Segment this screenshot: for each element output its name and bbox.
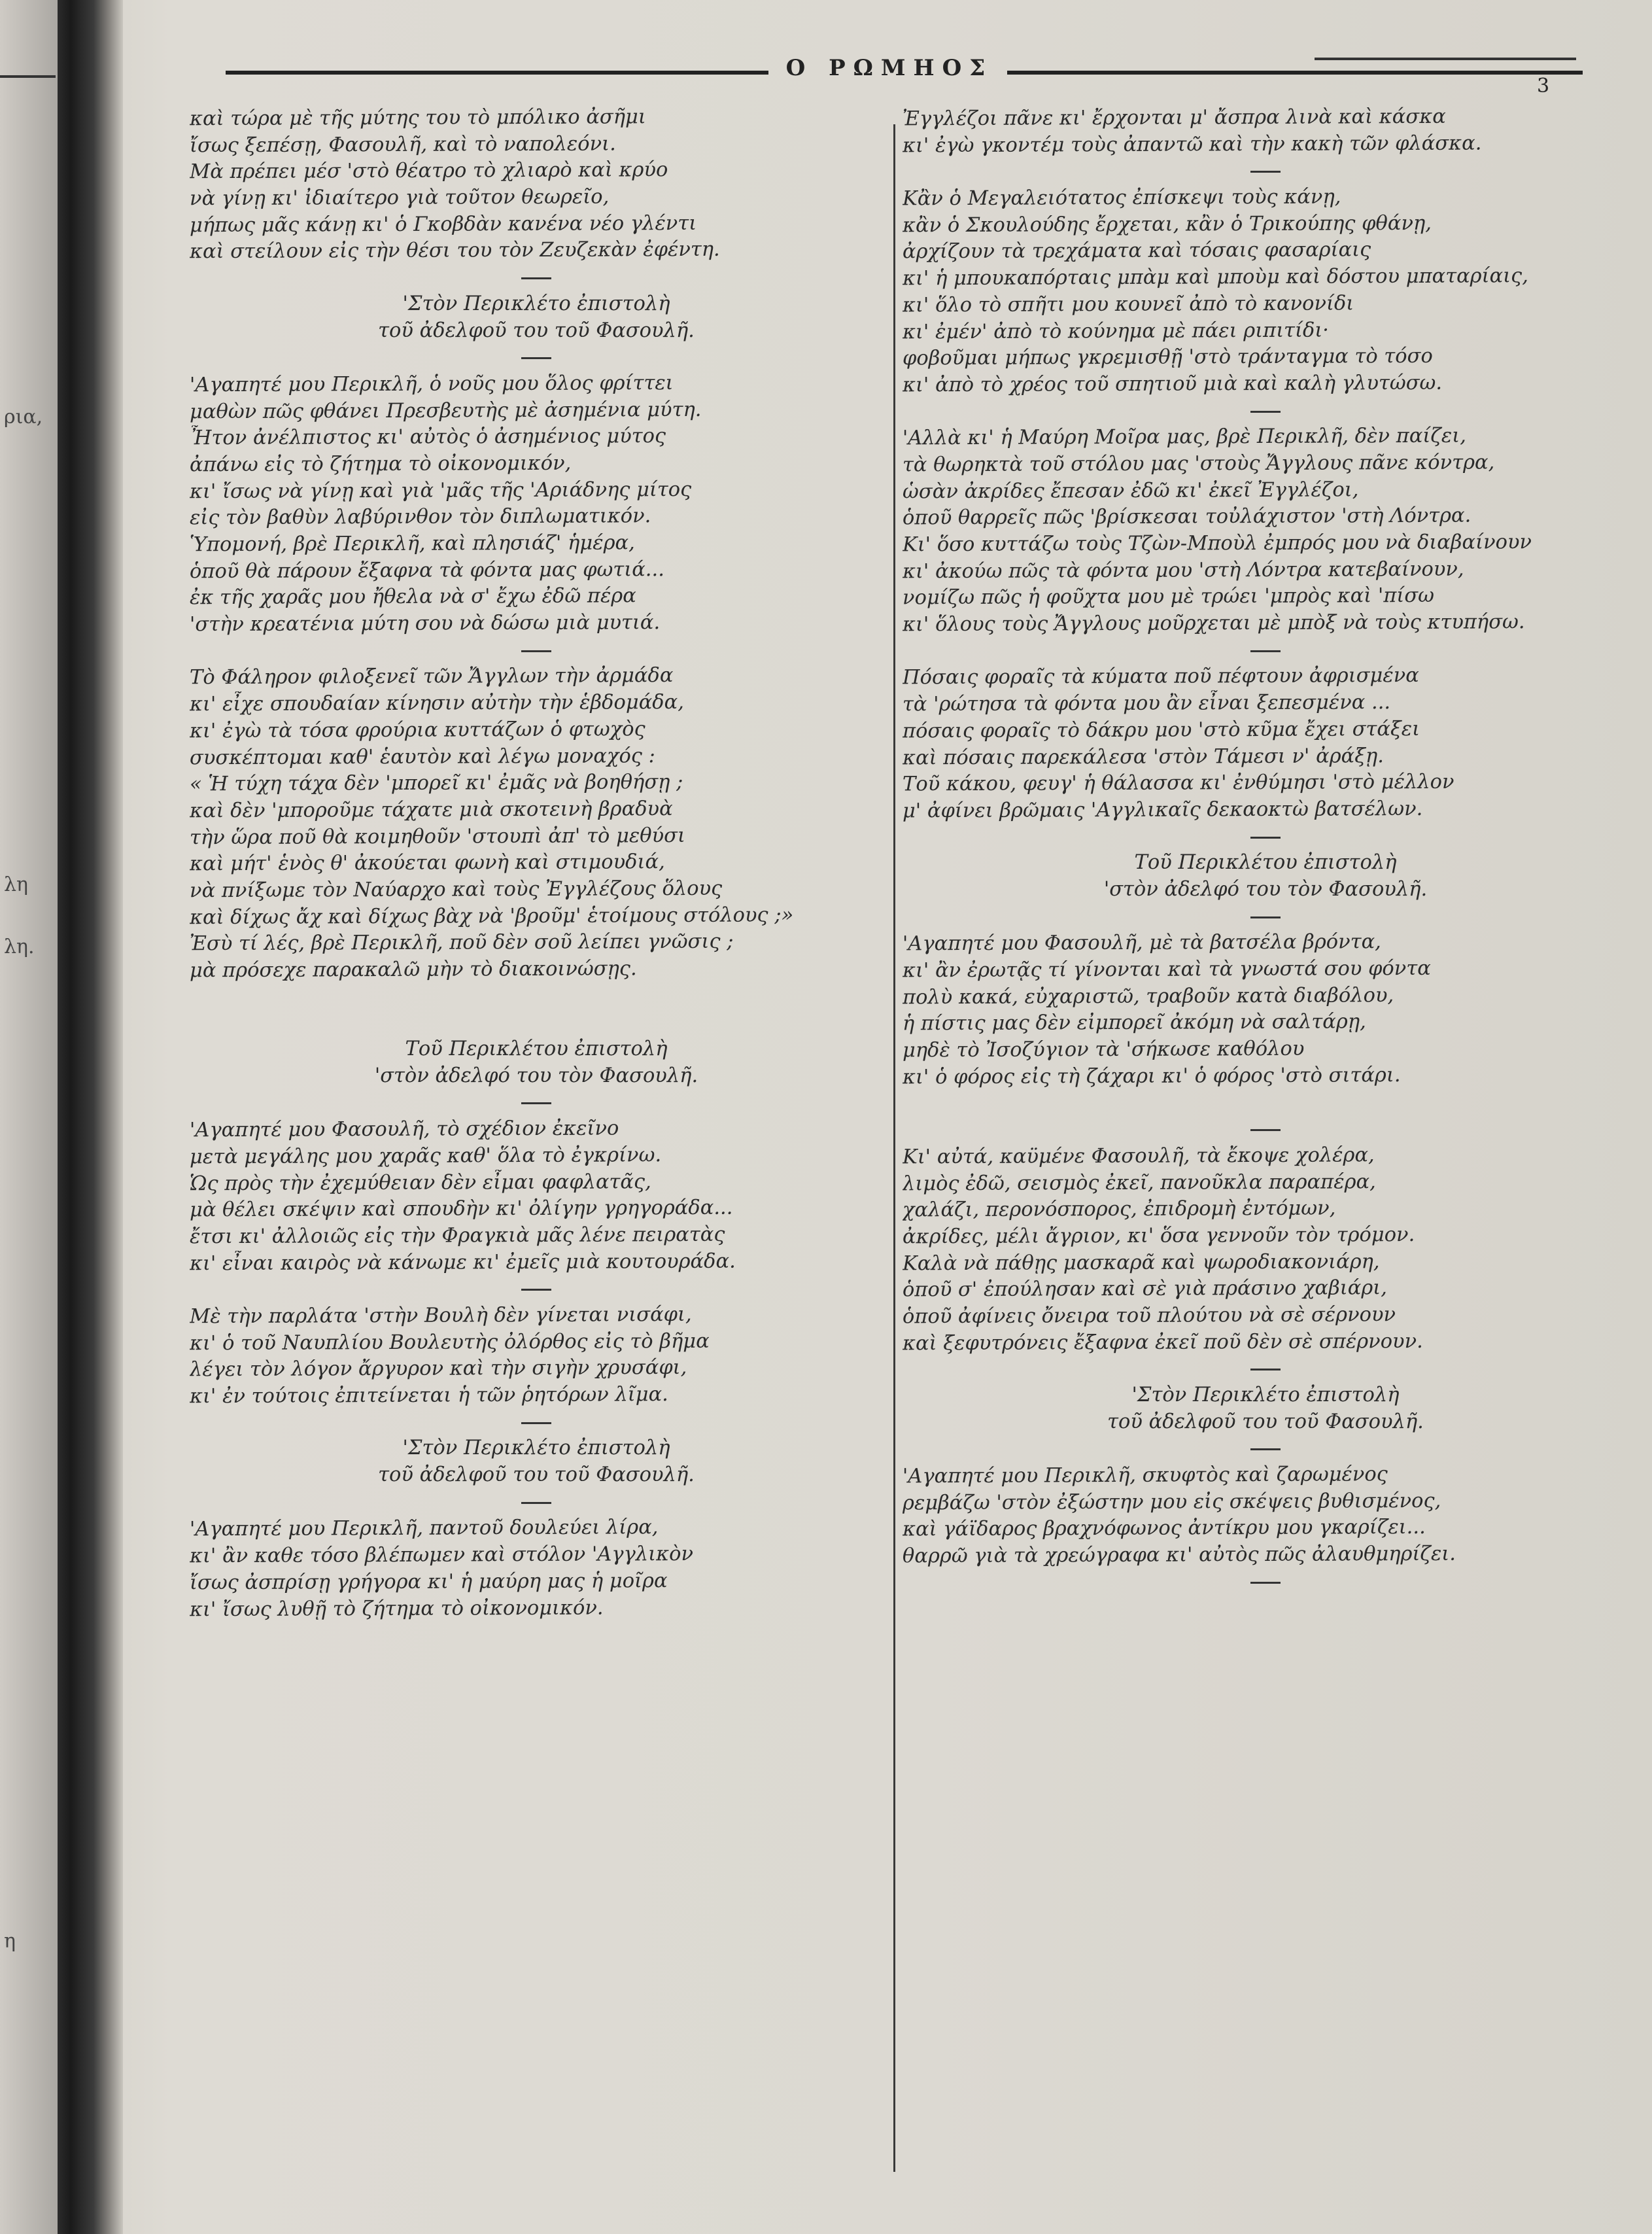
verse-line: κι' ἴσως λυθῇ τὸ ζήτημα τὸ οἰκονομικόν. — [189, 1596, 604, 1621]
verse-line: ὡσὰν ἀκρίδες ἔπεσαν ἐδῶ κι' ἐκεῖ Ἐγγλέζοι, — [902, 478, 1359, 504]
verse-line: ἀκρίδες, μέλι ἄγριον, κι' ὅσα γεννοῦν τὸν τρόμον. — [902, 1223, 1415, 1249]
verse-line: τὰ 'ρώτησα τὰ φόντα μου ἂν εἶναι ξεπεσμένα ... — [902, 691, 1391, 716]
verse-line: 'Αγαπητέ μου Περικλῆ, σκυφτὸς καὶ ζαρωμένος — [902, 1463, 1388, 1488]
spacer — [903, 1089, 1628, 1116]
verse-line: Μὰ πρέπει μέσ 'στὸ θέατρο τὸ χλιαρὸ καὶ κρύο — [189, 158, 668, 184]
verse-line: μήπως μᾶς κάνῃ κι' ὁ Γκοβδὰν κανένα νέο γλέντι — [189, 211, 697, 237]
section-dash-divider — [190, 1089, 883, 1116]
verse-line: κι' ἂν ἐρωτᾷς τί γίνονται καὶ τὰ γνωστά σου φόντα — [902, 956, 1431, 983]
verse-line: κἂν ὁ Σκουλούδης ἔρχεται, κἂν ὁ Τρικούπης φθάνῃ, — [902, 211, 1432, 237]
verse-line: κι' ἐγὼ γκοντέμ τοὺς ἀπαντῶ καὶ τὴν κακὴ τῶν φλάσκα. — [902, 131, 1482, 158]
previous-page-edge — [0, 0, 62, 2234]
verse-line: χαλάζι, περονόσπορος, ἐπιδρομὴ ἐντόμων, — [902, 1196, 1336, 1222]
verse-line: Καλὰ νὰ πάθῃς μασκαρᾶ καὶ ψωροδιακονιάρη, — [902, 1249, 1380, 1275]
spacer — [190, 1009, 883, 1036]
section-dash-divider — [903, 1355, 1628, 1382]
verse-line: κι' ἴσως νὰ γίνῃ καὶ γιὰ 'μᾶς τῆς 'Αριάδνης μίτος — [189, 478, 692, 503]
letter-heading: 'στὸν ἀδελφό του τὸν Φασουλῆ. — [1103, 877, 1428, 901]
letter-heading: 'Στὸν Περικλέτο ἐπιστολὴ — [402, 292, 670, 315]
verse-line: συσκέπτομαι καθ' ἑαυτὸν καὶ λέγω μοναχός : — [189, 744, 655, 769]
previous-page-rule — [0, 75, 56, 78]
section-dash-divider — [190, 637, 883, 664]
verse-line: μηδὲ τὸ Ἰσοζύγιον τὰ 'σήκωσε καθόλου — [902, 1037, 1305, 1062]
verse-line: κι' ὁ φόρος εἰς τὴ ζάχαρι κι' ὁ φόρος 'στὸ σιτάρι. — [902, 1063, 1401, 1089]
section-dash-divider — [190, 1276, 883, 1302]
section-dash-divider — [903, 398, 1628, 425]
section-dash-divider — [190, 264, 883, 291]
verse-line: Κι' ὅσο κυττάζω τοὺς Τζὼν-Μποὺλ ἐμπρός μου νὰ διαβαίνουν — [902, 531, 1532, 557]
verse-line: καὶ ξεφυτρόνεις ἔξαφνα ἐκεῖ ποῦ δὲν σὲ σπέρνουν. — [902, 1329, 1423, 1355]
letter-heading: τοῦ ἀδελφοῦ του τοῦ Φασουλῆ. — [378, 319, 695, 342]
verse-line: μὰ πρόσεχε παρακαλῶ μὴν τὸ διακοινώσῃς. — [189, 957, 637, 983]
verse-line: κι' ἂν καθε τόσο βλέπωμεν καὶ στόλον 'Αγγλικὸν — [189, 1543, 694, 1568]
verse-line: πολὺ κακά, εὐχαριστῶ, τραβοῦν κατὰ διαβόλου, — [902, 983, 1394, 1009]
verse-line: κι' εἶχε σπουδαίαν κίνησιν αὐτὴν τὴν ἑβδομάδα, — [189, 691, 684, 716]
verse-line: ἀπάνω εἰς τὸ ζήτημα τὸ οἰκονομικόν, — [189, 451, 572, 477]
verse-line: νομίζω πῶς ἡ φοῦχτα μου μὲ τρώει 'μπρὸς καὶ 'πίσω — [902, 584, 1435, 610]
verse-line: ὁποῦ σ' ἐπούλησαν καὶ σὲ γιὰ πράσινο χαβιάρι, — [902, 1276, 1387, 1302]
verse-line: Πόσαις φοραῖς τὰ κύματα ποῦ πέφτουν ἀφρισμένα — [902, 664, 1419, 689]
verse-line: ἀρχίζουν τὰ τρεχάματα καὶ τόσαις φασαρίαις — [902, 238, 1371, 264]
book-gutter-shadow — [58, 0, 123, 2234]
verse-line: καὶ πόσαις παρεκάλεσα 'στὸν Τάμεσι ν' ἀράξῃ. — [902, 744, 1385, 769]
verse-line: ἴσως ἀσπρίσῃ γρήγορα κι' ἡ μαύρη μας ἡ μοῖρα — [189, 1569, 668, 1595]
left-column — [190, 105, 883, 1622]
verse-line: 'Αλλὰ κι' ἡ Μαύρη Μοῖρα μας, βρὲ Περικλῆ, δὲν παίζει, — [902, 424, 1466, 450]
verse-line: ἡ πίστις μας δὲν εἰμπορεῖ ἀκόμη νὰ σαλτάρῃ, — [902, 1010, 1366, 1036]
previous-page-fragment: λη. — [4, 935, 35, 958]
verse-line: κι' εἶναι καιρὸς νὰ κάνωμε κι' ἐμεῖς μιὰ κουτουράδα. — [189, 1249, 736, 1275]
verse-line: θαρρῶ γιὰ τὰ χρεώγραφα κι' αὐτὸς πῶς ἀλαυθμηρίζει. — [902, 1542, 1456, 1568]
verse-line: κι' ἀπὸ τὸ χρέος τοῦ σπητιοῦ μιὰ καὶ καλὴ γλυτώσω. — [902, 371, 1443, 397]
verse-line: εἰς τὸν βαθὺν λαβύρινθον τὸν διπλωματικόν. — [189, 504, 651, 530]
verse-line: τὰ θωρηκτὰ τοῦ στόλου μας 'στοὺς Ἄγγλους πᾶνε κόντρα, — [902, 451, 1495, 477]
section-dash-divider — [190, 1489, 883, 1516]
header-rule-right — [1007, 71, 1583, 75]
verse-line: νὰ γίνῃ κι' ἰδιαίτερο γιὰ τοῦτον θεωρεῖο, — [189, 185, 610, 211]
verse-line: κι' ὁ τοῦ Ναυπλίου Βουλευτὴς ὀλόρθος εἰς τὸ βῆμα — [189, 1329, 710, 1355]
letter-heading: τοῦ ἀδελφοῦ του τοῦ Φασουλῆ. — [378, 1463, 695, 1487]
letter-heading: Τοῦ Περικλέτου ἐπιστολὴ — [405, 1038, 668, 1061]
verse-line: 'στὴν κρεατένια μύτη σου νὰ δώσω μιὰ μυτιά. — [189, 611, 661, 637]
verse-line: 'Αγαπητέ μου Περικλῆ, ὁ νοῦς μου ὅλος φρίττει — [189, 371, 674, 397]
verse-line: Ἐσὺ τί λές, βρὲ Περικλῆ, ποῦ δὲν σοῦ λείπει γνῶσις ; — [189, 930, 734, 956]
verse-line: κι' ὅλους τοὺς Ἄγγλους μοῦρχεται μὲ μπὸξ νὰ τοὺς κτυπήσω. — [902, 610, 1525, 637]
verse-line: Ὑπομονή, βρὲ Περικλῆ, καὶ πλησιάζ' ἡμέρα, — [189, 531, 635, 557]
header-rule-upper — [1315, 58, 1576, 60]
verse-line: λιμὸς ἐδῶ, σεισμὸς ἐκεῖ, πανοῦκλα παραπέρα, — [902, 1170, 1376, 1195]
previous-page-fragment: λη — [4, 873, 28, 896]
verse-line: Κἂν ὁ Μεγαλειότατος ἐπίσκεψι τοὺς κάνῃ, — [902, 185, 1341, 211]
verse-line: ἐκ τῆς χαρᾶς μου ἤθελα νὰ σ' ἔχω ἐδῶ πέρα — [189, 584, 636, 610]
verse-line: Τοῦ κάκου, φευγ' ἡ θάλασσα κι' ἐνθύμησι 'στὸ μέλλον — [902, 770, 1454, 796]
previous-page-fragment: η — [4, 1930, 16, 1953]
column-divider — [893, 124, 895, 2172]
verse-line: κι' ἐν τούτοις ἐπιτείνεται ἡ τῶν ῥητόρων λῖμα. — [189, 1383, 668, 1408]
verse-line: Τὸ Φάληρον φιλοξενεῖ τῶν Ἄγγλων τὴν ἀρμάδα — [189, 664, 674, 689]
verse-line: 'Αγαπητέ μου Φασουλῆ, μὲ τὰ βατσέλα βρόντα, — [902, 930, 1381, 956]
right-column — [903, 105, 1628, 1596]
verse-line: λέγει τὸν λόγον ἄργυρον καὶ τὴν σιγὴν χρυσάφι, — [189, 1356, 687, 1382]
verse-line: καὶ τώρα μὲ τῆς μύτης του τὸ μπόλικο ἀσῆμι — [189, 105, 646, 131]
verse-line: καὶ μήτ' ἑνὸς θ' ἀκούεται φωνὴ καὶ στιμουδιά, — [189, 850, 665, 876]
verse-line: « Ἡ τύχη τάχα δὲν 'μπορεῖ κι' ἐμᾶς νὰ βοηθήσῃ ; — [189, 771, 683, 796]
section-dash-divider — [903, 1569, 1628, 1596]
verse-line: ἴσως ξεπέσῃ, Φασουλῆ, καὶ τὸ ναπολεόνι. — [189, 132, 616, 157]
verse-line: τὴν ὥρα ποῦ θὰ κοιμηθοῦν 'στουπὶ ἀπ' τὸ μεθύσι — [189, 824, 685, 849]
section-dash-divider — [903, 637, 1628, 664]
verse-line: ὁποῦ θὰ πάρουν ἔξαφνα τὰ φόντα μας φωτιά... — [189, 557, 664, 583]
verse-line: κι' ἐμέν' ἀπὸ τὸ κούνημα μὲ πάει ριπιτίδι· — [902, 319, 1330, 343]
verse-line: ἔτσι κι' ἀλλοιῶς εἰς τὴν Φραγκιὰ μᾶς λένε πειρατὰς — [189, 1223, 725, 1249]
section-dash-divider — [903, 1116, 1628, 1143]
letter-heading: 'Στὸν Περικλέτο ἐπιστολὴ — [402, 1437, 670, 1460]
verse-line: μ' ἀφίνει βρῶμαις 'Αγγλικαῖς δεκαοκτὼ βατσέλων. — [902, 797, 1423, 823]
verse-line: ὁποῦ θαρρεῖς πῶς 'βρίσκεσαι τοὐλάχιστον 'στὴ Λόντρα. — [902, 504, 1471, 530]
verse-line: νὰ πνίξωμε τὸν Ναύαρχο καὶ τοὺς Ἐγγλέζους ὅλους — [189, 877, 723, 903]
letter-heading: 'στὸν ἀδελφό του τὸν Φασουλῆ. — [374, 1064, 698, 1087]
verse-line: μὰ θέλει σκέψιν καὶ σπουδὴν κι' ὀλίγην γρηγοράδα... — [189, 1196, 733, 1222]
section-dash-divider — [903, 903, 1628, 930]
letter-heading: τοῦ ἀδελφοῦ του τοῦ Φασουλῆ. — [1107, 1410, 1424, 1433]
verse-line: φοβοῦμαι μήπως γκρεμισθῇ 'στὸ τράνταγμα τὸ τόσο — [902, 345, 1433, 370]
verse-line: 'Αγαπητέ μου Φασουλῆ, τὸ σχέδιον ἐκεῖνο — [189, 1117, 619, 1142]
verse-line: καὶ γάϊδαρος βραχνόφωνος ἀντίκρυ μου γκαρίζει... — [902, 1516, 1426, 1541]
verse-line: Κι' αὐτά, καϋμένε Φασουλῆ, τὰ ἔκοψε χολέρα, — [902, 1143, 1375, 1169]
verse-line: κι' ὅλο τὸ σπῆτι μου κουνεῖ ἀπὸ τὸ κανονίδι — [902, 292, 1354, 317]
verse-line: μαθὼν πῶς φθάνει Πρεσβευτὴς μὲ ἀσημένια μύτη. — [189, 398, 702, 423]
verse-line: καὶ στείλουν εἰς τὴν θέσι του τὸν Ζευζεκὰν ἐφέντη. — [189, 238, 720, 264]
section-dash-divider — [903, 1435, 1628, 1462]
verse-line: κι' ἡ μπουκαπόρταις μπὰμ καὶ μποὺμ καὶ δόστου μπαταρίαις, — [902, 264, 1528, 290]
page-number: 3 — [1537, 75, 1550, 97]
verse-line: καὶ δὲν 'μποροῦμε τάχατε μιὰ σκοτεινὴ βραδυὰ — [189, 797, 673, 823]
verse-line: καὶ δίχως ἄχ καὶ δίχως βὰχ νὰ 'βροῦμ' ἑτοίμους στόλους ;» — [189, 903, 794, 929]
spacer — [190, 983, 883, 1010]
previous-page-fragment: ρια, — [4, 406, 43, 428]
verse-line: 'Αγαπητέ μου Περικλῆ, παντοῦ δουλεύει λίρα, — [189, 1516, 659, 1541]
verse-line: Ὡς πρὸς τὴν ἐχεμύθειαν δὲν εἶμαι φαφλατᾶς, — [189, 1170, 651, 1195]
section-dash-divider — [903, 824, 1628, 850]
verse-line: κι' ἀκούω πῶς τὰ φόντα μου 'στὴ Λόντρα κατεβαίνουν, — [902, 557, 1464, 584]
section-dash-divider — [190, 1409, 883, 1436]
verse-line: ρεμβάζω 'στὸν ἐξώστην μου εἰς σκέψεις βυθισμένος, — [902, 1489, 1441, 1515]
masthead-title: Ο ΡΩΜΗΟΣ — [785, 55, 993, 81]
verse-line: κι' ἐγὼ τὰ τόσα φρούρια κυττάζων ὁ φτωχὸς — [189, 718, 645, 743]
letter-heading: 'Στὸν Περικλέτο ἐπιστολὴ — [1131, 1384, 1400, 1406]
verse-line: ὁποῦ ἀφίνεις ὄνειρα τοῦ πλούτου νὰ σὲ σέρνουν — [902, 1303, 1396, 1329]
verse-line: Ἐγγλέζοι πᾶνε κι' ἔρχονται μ' ἄσπρα λινὰ καὶ κάσκα — [902, 105, 1446, 131]
letter-heading: Τοῦ Περικλέτου ἐπιστολὴ — [1134, 851, 1397, 875]
verse-line: πόσαις φοραῖς τὸ δάκρυ μου 'στὸ κῦμα ἔχει στάξει — [902, 717, 1420, 743]
section-dash-divider — [190, 344, 883, 371]
verse-line: Μὲ τὴν παρλάτα 'στὴν Βουλὴ δὲν γίνεται νισάφι, — [189, 1302, 692, 1329]
header-rule-left — [226, 71, 768, 75]
verse-line: μετὰ μεγάλης μου χαρᾶς καθ' ὅλα τὸ ἐγκρίνω. — [189, 1143, 662, 1169]
section-dash-divider — [903, 158, 1628, 184]
verse-line: Ἦτον ἀνέλπιστος κι' αὐτὸς ὁ ἀσημένιος μύτος — [189, 425, 666, 450]
